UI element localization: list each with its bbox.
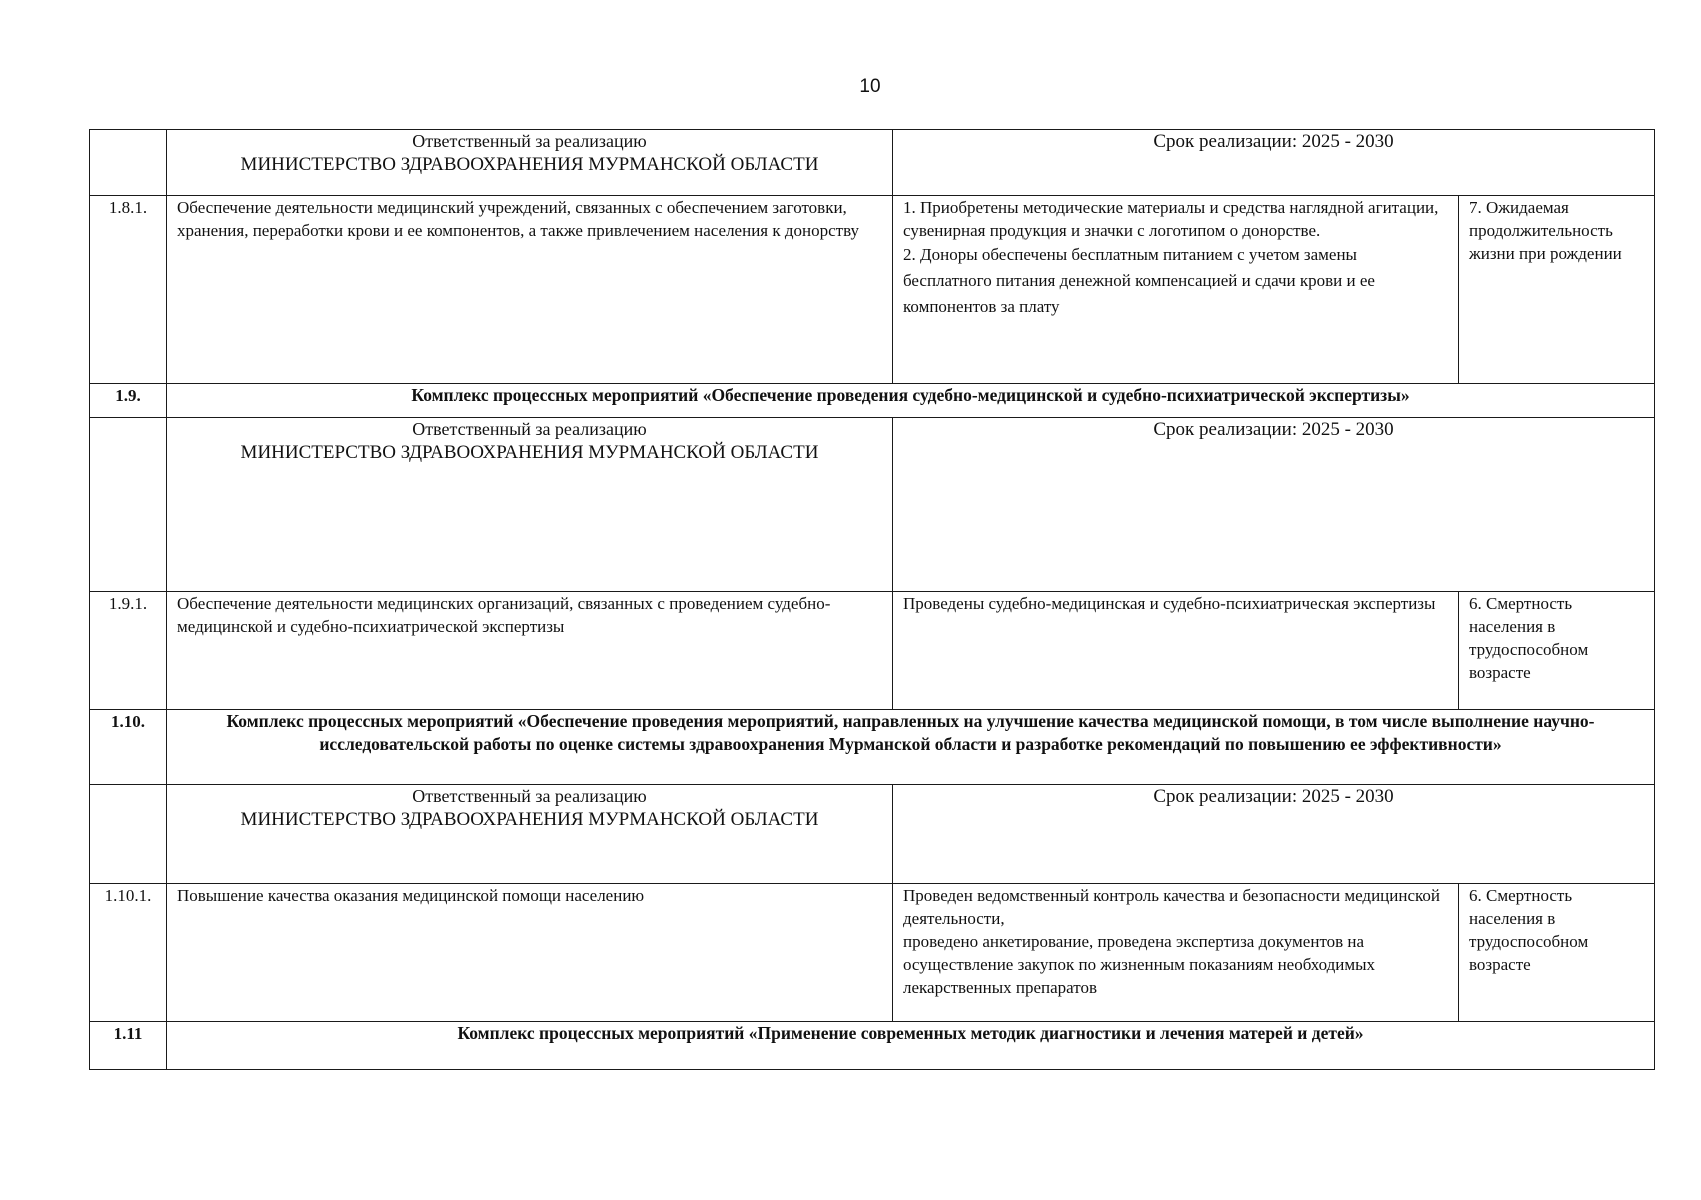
responsible-label: Ответственный за реализацию [412,419,647,439]
responsible-row [90,785,1655,884]
measure-number: 1.10.1. [90,884,167,1022]
responsible-organization: МИНИСТЕРСТВО ЗДРАВООХРАНЕНИЯ МУРМАНСКОЙ ОБЛАСТИ [240,442,819,463]
complex-header-row [90,1022,1655,1070]
responsible-label: Ответственный за реализацию [412,131,647,151]
indicator-cell: 7. Ожидаемая продолжительность жизни при рождении [1459,196,1655,384]
responsible-label: Ответственный за реализацию [412,786,647,806]
implementation-term: Срок реализации: 2025 - 2030 [893,418,1655,592]
measure-number: 1.8.1. [90,196,167,384]
number-cell-empty [90,130,167,196]
measures-table [89,129,1655,1070]
complex-title: Комплекс процессных мероприятий «Обеспечение проведения мероприятий, направленных на улучшение качества медицинской помощи, в том числе выполнение научно-исследовательской работы по оценке системы здравоохранения Мурманской области и разработке рекомендаций по повышению ее эффективности» [167,710,1655,785]
measure-number: 1.9.1. [90,592,167,710]
measure-name: Обеспечение деятельности медицинский учреждений, связанных с обеспечением заготовки, хранения, переработки крови и ее компонентов, а также привлечением населения к донорству [167,196,893,384]
responsible-cell [167,785,893,884]
result-item-2: 2. Доноры обеспечены бесплатным питанием с учетом замены бесплатного питания денежной компенсацией и сдачи крови и ее компонентов за плату [903,245,1375,316]
number-cell-empty [90,418,167,592]
measure-name: Повышение качества оказания медицинской помощи населению [167,884,893,1022]
number-cell-empty [90,785,167,884]
complex-number: 1.11 [90,1022,167,1070]
measure-result: Проведены судебно-медицинская и судебно-психиатрическая экспертизы [893,592,1459,710]
responsible-organization: МИНИСТЕРСТВО ЗДРАВООХРАНЕНИЯ МУРМАНСКОЙ ОБЛАСТИ [240,809,819,830]
responsible-cell [167,418,893,592]
measure-row [90,196,1655,384]
result-item-1: Проведен ведомственный контроль качества и безопасности медицинской деятельности, [903,886,1440,928]
measure-result [893,884,1459,1022]
responsible-row [90,418,1655,592]
page-number: 10 [859,76,881,97]
responsible-cell [167,130,893,196]
result-item-2: проведено анкетирование, проведена экспертиза документов на осуществление закупок по жизненным показаниям необходимых лекарственных препаратов [903,932,1376,997]
implementation-term: Срок реализации: 2025 - 2030 [893,785,1655,884]
measure-row [90,592,1655,710]
complex-title: Комплекс процессных мероприятий «Применение современных методик диагностики и лечения матерей и детей» [167,1022,1655,1070]
complex-number: 1.9. [90,384,167,418]
indicator-cell: 6. Смертность населения в трудоспособном возрасте [1459,592,1655,710]
complex-header-row [90,710,1655,785]
indicator-cell: 6. Смертность населения в трудоспособном возрасте [1459,884,1655,1022]
result-item-1: 1. Приобретены методические материалы и средства наглядной агитации, сувенирная продукция и значки с логотипом о донорстве. [903,198,1439,240]
responsible-row [90,130,1655,196]
measure-result [893,196,1459,384]
complex-number: 1.10. [90,710,167,785]
measure-name: Обеспечение деятельности медицинских организаций, связанных с проведением судебно-медицинской и судебно-психиатрической экспертизы [167,592,893,710]
responsible-organization: МИНИСТЕРСТВО ЗДРАВООХРАНЕНИЯ МУРМАНСКОЙ ОБЛАСТИ [240,154,819,175]
measure-row [90,884,1655,1022]
implementation-term: Срок реализации: 2025 - 2030 [893,130,1655,196]
complex-title: Комплекс процессных мероприятий «Обеспечение проведения судебно-медицинской и судебно-психиатрической экспертизы» [167,384,1655,418]
complex-header-row [90,384,1655,418]
